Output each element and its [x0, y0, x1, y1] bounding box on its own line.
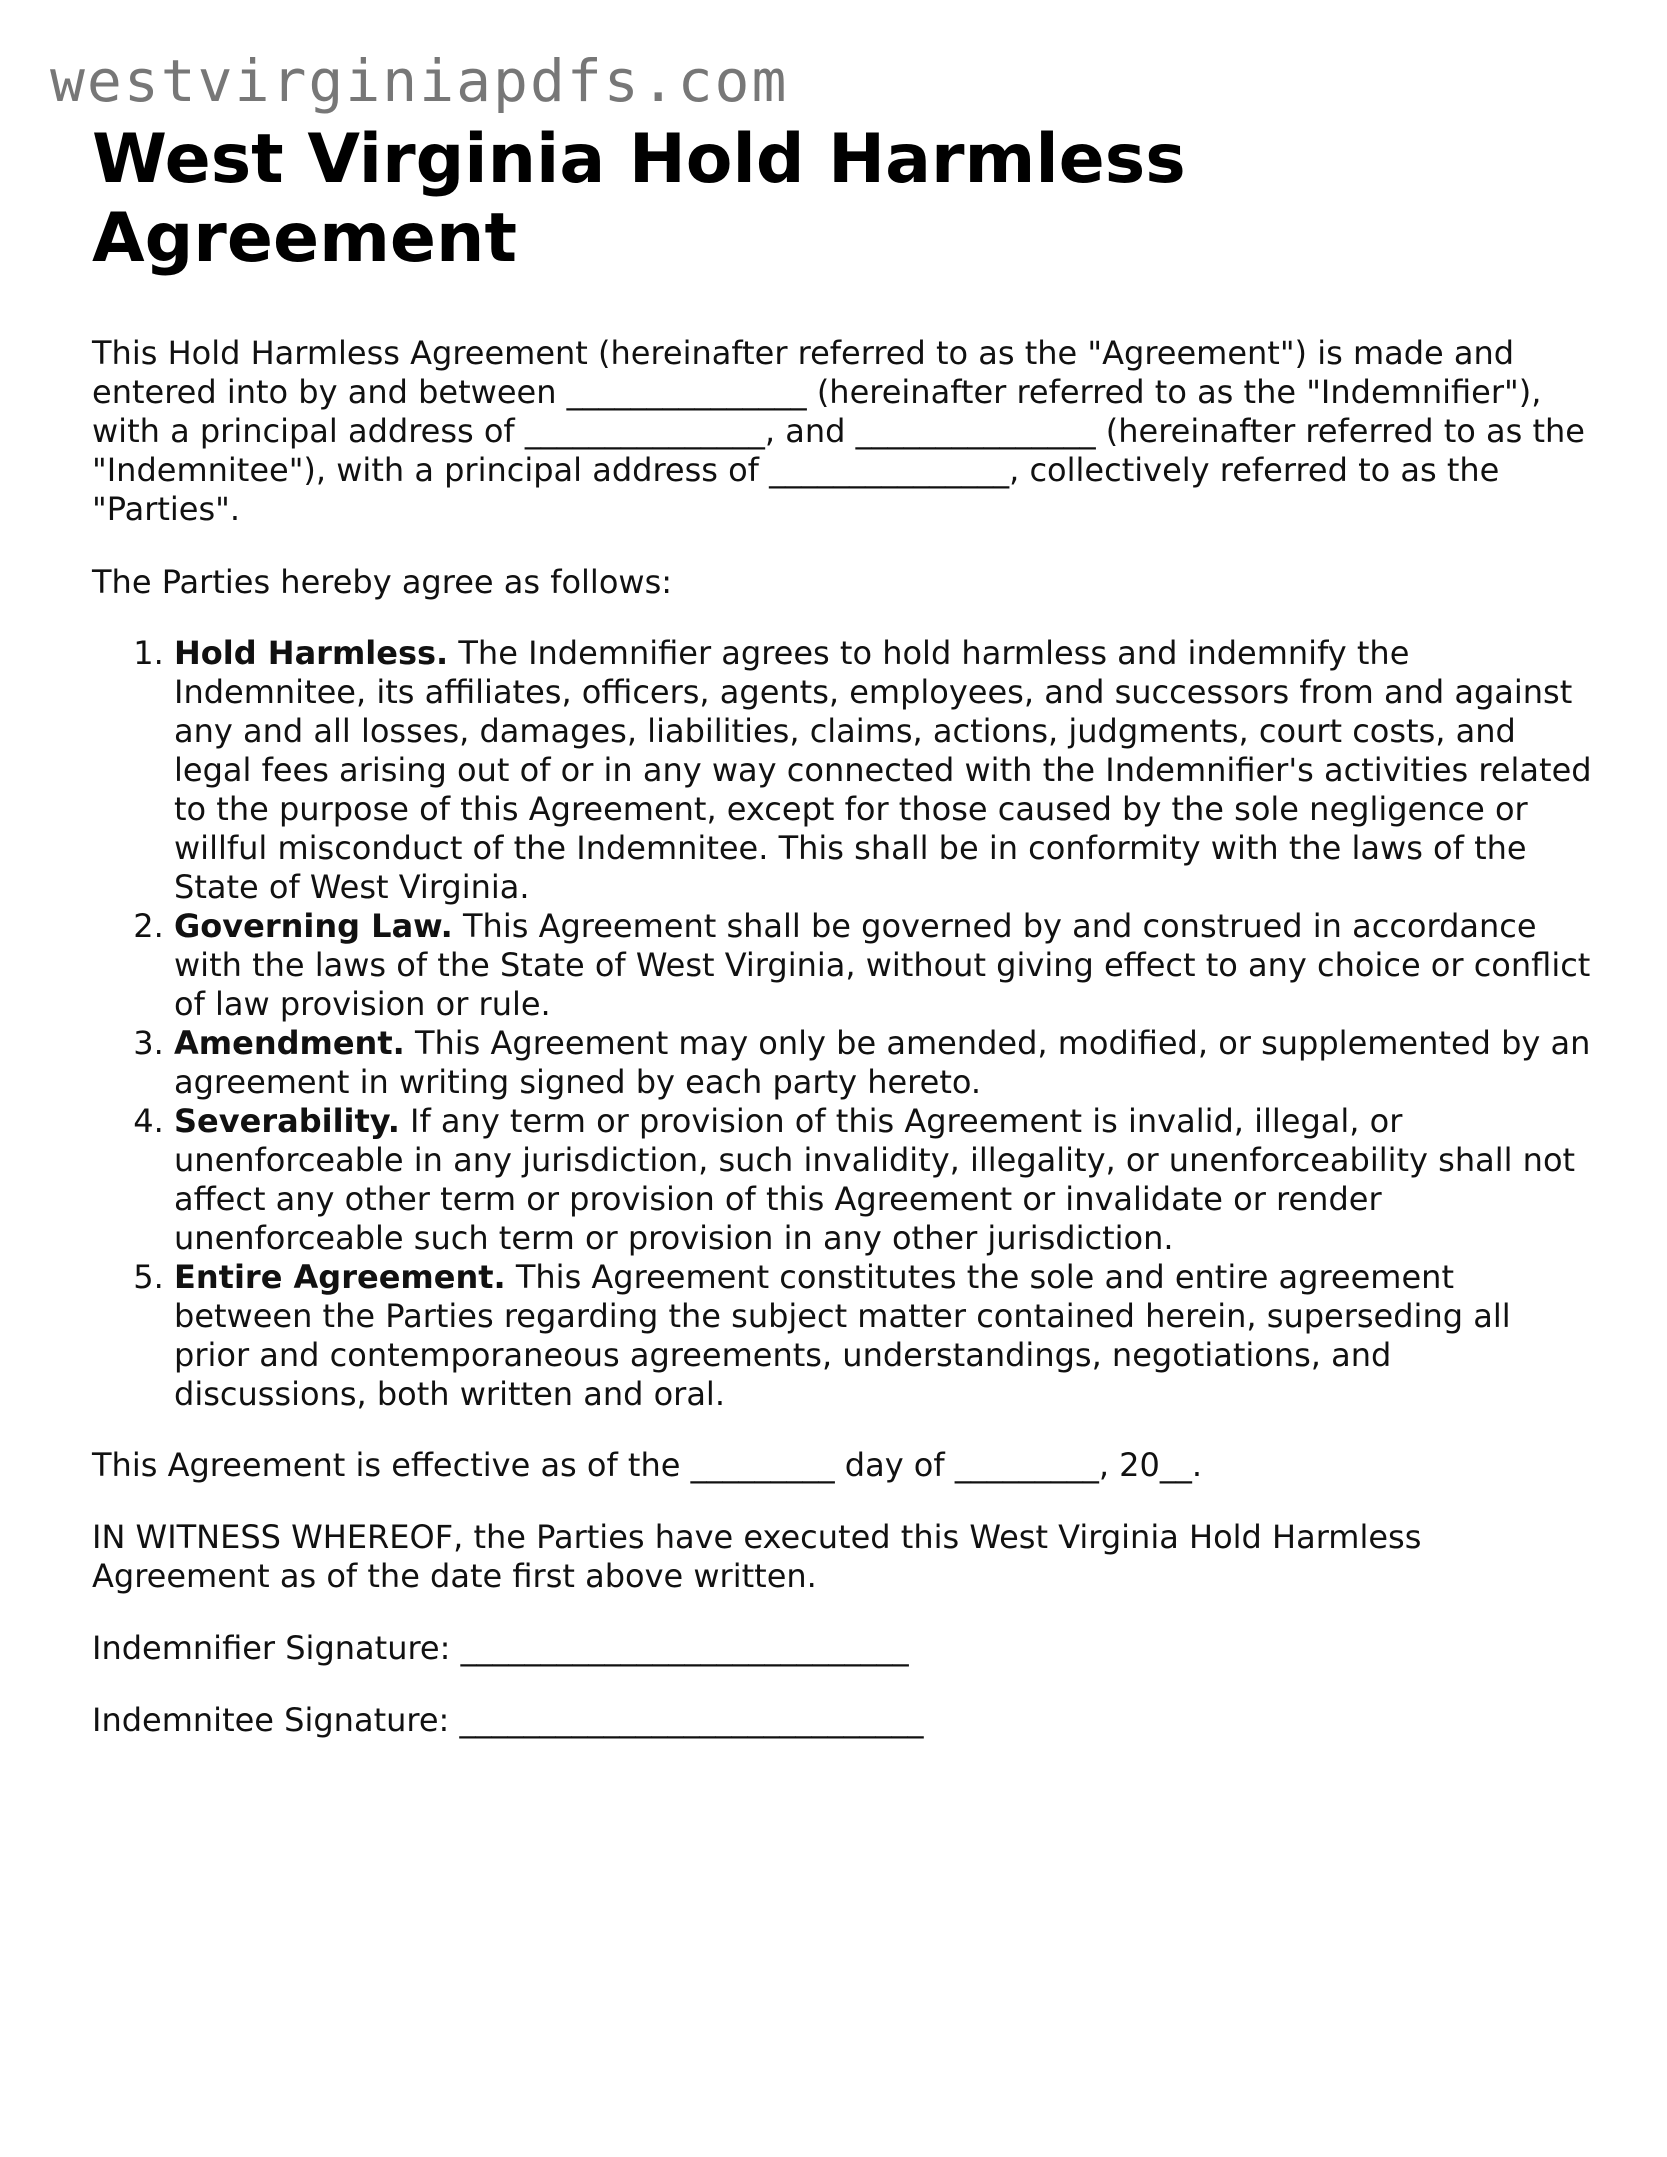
intro-paragraph: This Hold Harmless Agreement (hereinafter referred to as the "Agreement") is made and entered into by and between _______________ (hereinafter referred to as the "Indemnifier"), with a principal address of _______________, and _______________ (hereinafter referred to as the "Indemnitee"), with a principal address of _______________, collectively referred to as the "Parties". — [92, 334, 1585, 528]
witness-paragraph: IN WITNESS WHEREOF, the Parties have executed this West Virginia Hold Harmless Agreement as of the date first above written. — [92, 1518, 1422, 1595]
term-heading: Amendment. — [174, 1024, 405, 1062]
term-text: This Agreement may only be amended, modified, or supplemented by an agreement in writing signed by each party hereto. — [174, 1024, 1591, 1101]
indemnifier-signature-line: Indemnifier Signature: ____________________________ — [92, 1629, 909, 1667]
term-heading: Hold Harmless. — [174, 634, 449, 672]
agree-statement: The Parties hereby agree as follows: — [92, 563, 673, 601]
document-page — [92, 120, 1592, 1740]
term-heading: Entire Agreement. — [174, 1258, 506, 1296]
term-item-entire-agreement — [174, 1258, 1592, 1414]
term-text: This Agreement constitutes the sole and entire agreement between the Parties regarding the subject matter contained herein, superseding all prior and contemporaneous agreements, understandings, negotiations, and discussions, both written and oral. — [174, 1258, 1511, 1413]
indemnitee-signature-line: Indemnitee Signature: _____________________________ — [92, 1701, 924, 1739]
term-heading: Severability. — [174, 1102, 400, 1140]
term-text: The Indemnifier agrees to hold harmless and indemnify the Indemnitee, its affiliates, officers, agents, employees, and successors from and against any and all losses, damages, liabilities, claims, actions, judgments, court costs, and legal fees arising out of or in any way connected with the Indemnifier's activities related to the purpose of this Agreement, except for those caused by the sole negligence or willful misconduct of the Indemnitee. This shall be in conformity with the laws of the State of West Virginia. — [174, 634, 1592, 906]
term-item-governing-law — [174, 907, 1592, 1024]
document-body — [92, 334, 1592, 1740]
page-title: West Virginia Hold Harmless Agreement — [92, 120, 1186, 278]
term-item-amendment — [174, 1024, 1592, 1102]
term-text: If any term or provision of this Agreement is invalid, illegal, or unenforceable in any jurisdiction, such invalidity, illegality, or unenforceability shall not affect any other term or provision of this Agreement or invalidate or render unenforceable such term or provision in any other jurisdiction. — [174, 1102, 1576, 1257]
term-heading: Governing Law. — [174, 907, 453, 945]
effective-date-line: This Agreement is effective as of the _________ day of _________, 20__. — [92, 1446, 1203, 1484]
term-item-hold-harmless — [174, 634, 1592, 907]
term-text: This Agreement shall be governed by and construed in accordance with the laws of the State of West Virginia, without giving effect to any choice or conflict of law provision or rule. — [174, 907, 1591, 1023]
term-item-severability — [174, 1102, 1592, 1258]
watermark: westvirginiapdfs.com — [50, 47, 789, 115]
terms-list — [92, 634, 1592, 1414]
